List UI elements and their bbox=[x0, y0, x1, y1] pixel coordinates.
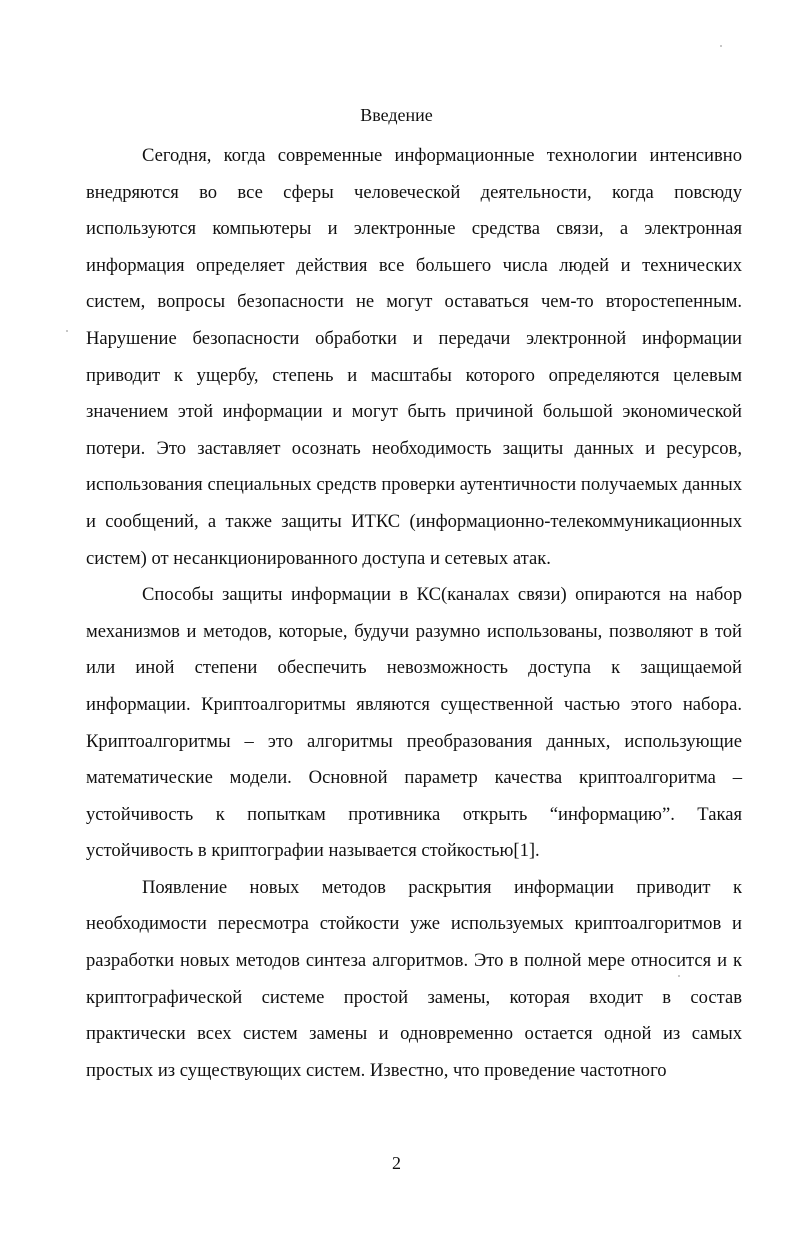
scan-speck bbox=[678, 975, 680, 977]
scan-speck bbox=[720, 45, 722, 47]
paragraph-intro: Сегодня, когда современные информационные технологии интенсивно внедряются во все сферы человеческой деятельности, когда повсюду используются компьютеры и электронные средства связи, а электронная информация определяет действия все большего числа людей и технических систем, вопросы безопасности не могут оставаться чем-то второстепенным. Нарушение безопасности обработки и передачи электронной информации приводит к ущербу, степень и масштабы которого определяются целевым значением этой информации и могут быть причиной большой экономической потери. Это заставляет осознать необходимость защиты данных и ресурсов, использования специальных средств проверки аутентичности получаемых данных и сообщений, а также защиты ИТКС (информационно-телекоммуникационных систем) от несанкционированного доступа и сетевых атак. bbox=[86, 145, 742, 569]
document-heading: Введение bbox=[360, 105, 433, 125]
document-body bbox=[86, 138, 742, 1089]
paragraph-new-methods: Появление новых методов раскрытия информации приводит к необходимости пересмотра стойкости уже используемых криптоалгоритмов и разработки новых методов синтеза алгоритмов. Это в полной мере относится и к криптографической системе простой замены, которая входит в состав практически всех систем замены и одновременно остается одной из самых простых из существующих систем. Известно, что проведение частотного bbox=[86, 876, 742, 1081]
scan-speck bbox=[66, 330, 68, 332]
page-number: 2 bbox=[392, 1153, 401, 1173]
paragraph-protection-methods: Способы защиты информации в КС(каналах связи) опираются на набор механизмов и методов, которые, будучи разумно использованы, позволяют в той или иной степени обеспечить невозможность доступа к защищаемой информации. Криптоалгоритмы являются существенной частью этого набора. Криптоалгоритмы – это алгоритмы преобразования данных, использующие математические модели. Основной параметр качества криптоалгоритма – устойчивость к попыткам противника открыть “информацию”. Такая устойчивость в криптографии называется стойкостью[1]. bbox=[86, 584, 742, 862]
